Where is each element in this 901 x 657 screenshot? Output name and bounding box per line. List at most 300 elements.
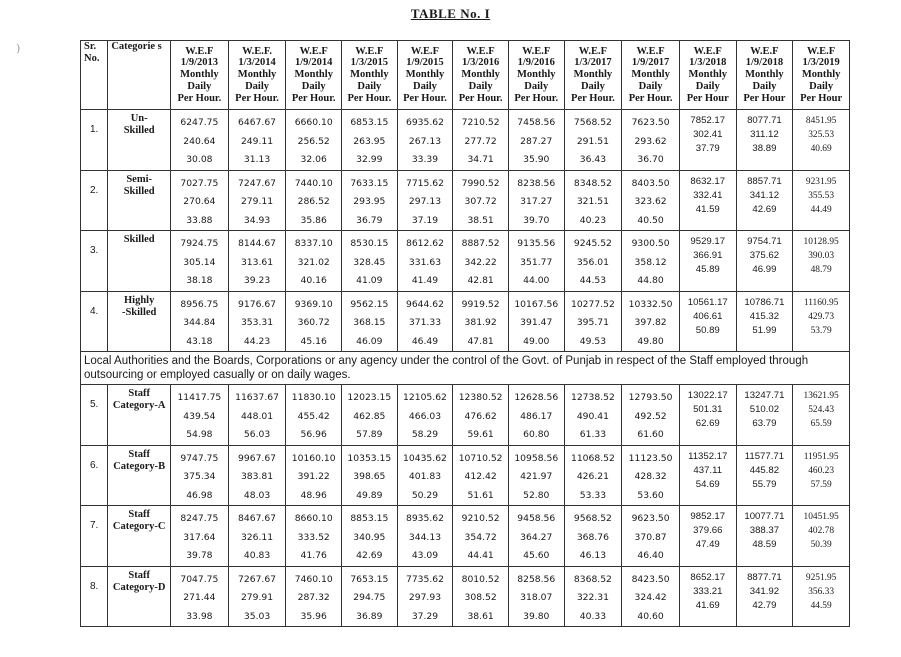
monthly-value: 9529.17 <box>690 236 726 247</box>
column-header-line: W.E.F <box>578 45 608 57</box>
daily-value: 321.51 <box>576 196 609 207</box>
hourly-value: 61.33 <box>579 429 607 440</box>
hourly-value: 39.80 <box>523 610 550 622</box>
sr-no-cell: 1. <box>81 110 108 171</box>
column-header-line: W.E.F <box>466 45 495 57</box>
wage-cell <box>342 110 398 171</box>
hourly-value: 42.79 <box>752 599 777 611</box>
table-row <box>81 231 850 292</box>
monthly-value: 6853.15 <box>350 117 389 128</box>
wage-cell <box>228 231 286 292</box>
column-header-line: W.E.F <box>522 45 551 57</box>
wage-cell <box>171 506 229 567</box>
monthly-value: 9852.17 <box>690 511 726 522</box>
daily-value: 332.41 <box>693 189 723 201</box>
hourly-value: 39.78 <box>186 550 213 561</box>
monthly-value: 8652.17 <box>690 571 726 583</box>
daily-value: 375.34 <box>183 471 216 482</box>
note-row <box>81 352 850 385</box>
monthly-value: 9135.56 <box>517 238 556 249</box>
wage-cell <box>397 445 453 506</box>
wage-cell <box>508 385 564 446</box>
column-header-line: W.E.F. <box>242 45 272 57</box>
wage-cell <box>736 566 793 627</box>
wage-cell <box>793 110 850 171</box>
monthly-value: 6467.67 <box>238 117 277 128</box>
wage-cell <box>397 506 453 567</box>
wage-cell <box>228 385 286 446</box>
wage-cell <box>342 231 398 292</box>
wage-cell <box>171 566 229 627</box>
daily-value: 293.95 <box>353 196 386 207</box>
monthly-value: 9210.52 <box>461 513 500 524</box>
page-title: TABLE No. I <box>410 6 491 21</box>
hourly-value: 50.89 <box>695 324 720 336</box>
monthly-value: 10435.62 <box>403 452 447 464</box>
daily-value: 370.87 <box>634 531 667 543</box>
daily-value: 355.53 <box>808 190 834 201</box>
monthly-value: 8632.17 <box>690 175 726 187</box>
wage-cell <box>397 291 453 352</box>
monthly-value: 6935.62 <box>405 117 444 128</box>
wage-cell <box>342 385 398 446</box>
column-header-line: 1/3/2018 <box>689 57 727 69</box>
hourly-value: 40.69 <box>810 144 832 154</box>
daily-value: 391.47 <box>520 317 553 328</box>
daily-value: 317.27 <box>520 196 553 207</box>
monthly-value: 8853.15 <box>350 513 389 524</box>
monthly-value: 9300.50 <box>631 238 670 249</box>
column-header <box>736 41 793 110</box>
hourly-value: 33.88 <box>186 214 213 226</box>
column-header-line: Daily <box>809 80 834 92</box>
column-header-line: Monthly <box>688 69 727 81</box>
hourly-value: 57.59 <box>810 479 832 490</box>
column-header-line: Per Hour. <box>458 92 503 104</box>
hourly-value: 46.13 <box>579 550 607 561</box>
monthly-value: 10353.15 <box>347 452 392 464</box>
daily-value: 462.85 <box>353 410 386 422</box>
monthly-value: 9231.95 <box>805 176 837 187</box>
hourly-value: 44.59 <box>810 600 832 611</box>
column-header-line: Monthly <box>801 69 841 81</box>
column-header-line: 1/9/2017 <box>631 57 670 69</box>
daily-value: 291.51 <box>576 135 609 147</box>
hourly-value: 33.39 <box>411 154 439 165</box>
monthly-value: 10786.71 <box>744 296 785 308</box>
daily-value: 455.42 <box>297 410 330 422</box>
daily-value: 448.01 <box>240 410 274 422</box>
wage-cell <box>453 170 509 231</box>
hourly-value: 36.70 <box>637 154 664 165</box>
column-header-line: Per Hour. <box>403 92 447 104</box>
daily-value: 397.82 <box>634 317 667 328</box>
hourly-value: 48.79 <box>810 265 832 275</box>
wage-cell <box>171 385 229 446</box>
hourly-value: 41.59 <box>695 203 720 215</box>
monthly-value: 12628.56 <box>514 392 559 403</box>
category-header: Categorie s <box>108 41 171 110</box>
hourly-value: 54.98 <box>186 429 213 440</box>
wage-cell <box>508 170 564 231</box>
daily-value: 240.64 <box>183 135 216 147</box>
wage-cell <box>286 110 342 171</box>
monthly-value: 8935.62 <box>405 513 444 524</box>
monthly-value: 8451.95 <box>805 116 837 126</box>
wage-cell <box>564 506 622 567</box>
hourly-value: 51.99 <box>752 324 777 336</box>
header-row <box>81 41 850 110</box>
daily-value: 322.31 <box>576 592 609 603</box>
daily-value: 293.62 <box>634 135 667 147</box>
monthly-value: 7633.15 <box>350 177 389 189</box>
column-header-line: Daily <box>301 80 326 92</box>
column-header-line: Per Hour <box>686 92 729 104</box>
margin-mark: ) <box>16 42 21 55</box>
daily-value: 331.63 <box>408 256 442 268</box>
monthly-value: 11577.71 <box>744 450 785 462</box>
hourly-value: 48.03 <box>243 489 271 501</box>
wage-cell <box>508 291 564 352</box>
monthly-value: 7027.75 <box>180 177 219 189</box>
hourly-value: 61.60 <box>637 429 664 440</box>
monthly-value: 12380.52 <box>458 392 503 403</box>
hourly-value: 43.18 <box>186 335 213 347</box>
hourly-value: 52.80 <box>523 489 550 501</box>
hourly-value: 53.33 <box>579 489 607 501</box>
daily-value: 490.41 <box>576 410 609 422</box>
column-header-line: 1/9/2014 <box>295 57 333 69</box>
hourly-value: 42.69 <box>752 203 777 215</box>
wage-cell <box>397 110 453 171</box>
column-header-line: Daily <box>187 80 212 92</box>
monthly-value: 10077.71 <box>744 511 785 522</box>
hourly-value: 50.29 <box>411 489 439 501</box>
monthly-value: 7653.15 <box>350 573 389 585</box>
daily-value: 279.91 <box>240 592 274 603</box>
monthly-value: 9562.15 <box>350 298 389 310</box>
column-header-line: Daily <box>357 80 382 92</box>
sr-no-cell: 3. <box>81 231 108 292</box>
monthly-value: 8247.75 <box>180 513 219 524</box>
monthly-value: 8887.52 <box>461 238 500 249</box>
hourly-value: 36.79 <box>356 214 383 226</box>
hourly-value: 46.09 <box>356 335 383 347</box>
daily-value: 401.83 <box>408 471 442 482</box>
monthly-value: 10710.52 <box>458 452 503 464</box>
hourly-value: 40.83 <box>243 550 271 561</box>
wage-cell <box>286 566 342 627</box>
wage-cell <box>286 506 342 567</box>
column-header-line: 1/3/2017 <box>574 57 612 69</box>
column-header-line: 1/9/2013 <box>180 57 219 69</box>
daily-value: 277.72 <box>464 135 497 147</box>
hourly-value: 45.60 <box>523 550 550 561</box>
wage-cell <box>564 231 622 292</box>
column-header-line: W.E.F <box>693 45 722 57</box>
daily-value: 302.41 <box>693 129 723 140</box>
hourly-value: 50.39 <box>810 540 832 550</box>
daily-value: 390.03 <box>808 251 834 261</box>
wage-cell <box>564 170 622 231</box>
monthly-value: 10451.95 <box>803 512 839 522</box>
wage-cell <box>286 445 342 506</box>
daily-value: 388.37 <box>749 525 780 536</box>
monthly-value: 7990.52 <box>461 177 500 189</box>
hourly-value: 48.59 <box>752 539 777 550</box>
hourly-value: 62.69 <box>695 418 720 429</box>
wage-cell <box>508 506 564 567</box>
hourly-value: 65.59 <box>810 419 832 429</box>
daily-value: 421.97 <box>520 471 553 482</box>
daily-value: 356.33 <box>808 586 834 597</box>
hourly-value: 34.71 <box>467 154 494 165</box>
column-header-line: Daily <box>752 80 777 92</box>
column-header <box>508 41 564 110</box>
daily-value: 439.54 <box>183 410 216 422</box>
daily-value: 437.11 <box>693 464 723 476</box>
column-header-line: Daily <box>524 80 549 92</box>
wage-cell <box>508 110 564 171</box>
daily-value: 342.22 <box>464 256 497 268</box>
table-row <box>81 110 850 171</box>
wage-cell <box>793 445 850 506</box>
monthly-value: 8258.56 <box>517 573 556 585</box>
wage-cell <box>286 231 342 292</box>
monthly-value: 8403.50 <box>631 177 670 189</box>
hourly-value: 49.00 <box>523 335 550 347</box>
hourly-value: 55.79 <box>752 478 777 490</box>
wage-cell <box>286 170 342 231</box>
daily-value: 510.02 <box>749 404 780 415</box>
daily-value: 366.91 <box>693 250 723 261</box>
daily-value: 360.72 <box>297 317 330 328</box>
hourly-value: 57.89 <box>356 429 383 440</box>
hourly-value: 44.80 <box>637 275 664 286</box>
wage-cell <box>679 231 736 292</box>
wage-cell <box>679 385 736 446</box>
column-header-line: W.E.F <box>185 45 214 57</box>
column-header-line: Per Hour. <box>347 92 392 104</box>
monthly-value: 9369.10 <box>294 298 333 310</box>
monthly-value: 9967.67 <box>238 452 277 464</box>
sr-no-cell: 8. <box>81 566 108 627</box>
monthly-value: 13621.95 <box>803 391 839 401</box>
wage-cell <box>286 385 342 446</box>
monthly-value: 12793.50 <box>628 392 673 403</box>
wage-cell <box>736 231 793 292</box>
column-header-line: Monthly <box>461 69 500 81</box>
wage-cell <box>736 385 793 446</box>
wage-cell <box>622 566 680 627</box>
column-header-line: 1/3/2016 <box>461 57 500 69</box>
daily-value: 406.61 <box>693 310 723 322</box>
hourly-value: 41.69 <box>695 599 720 611</box>
wage-cell <box>679 291 736 352</box>
hourly-value: 45.16 <box>300 335 327 347</box>
column-header-line: Monthly <box>180 69 219 81</box>
daily-value: 428.32 <box>634 471 667 482</box>
hourly-value: 43.09 <box>411 550 439 561</box>
monthly-value: 11352.17 <box>688 450 728 462</box>
hourly-value: 32.06 <box>300 154 327 165</box>
hourly-value: 30.08 <box>186 154 213 165</box>
column-header-line: Per Hour. <box>177 92 222 104</box>
daily-value: 286.52 <box>297 196 330 207</box>
column-header-line: Per Hour. <box>628 92 673 104</box>
daily-value: 321.02 <box>297 256 330 268</box>
wage-cell <box>679 566 736 627</box>
column-header-line: Monthly <box>237 69 277 81</box>
hourly-value: 49.53 <box>579 335 607 347</box>
monthly-value: 7047.75 <box>180 573 219 585</box>
hourly-value: 44.53 <box>579 275 607 286</box>
column-header-line: Daily <box>580 80 605 92</box>
monthly-value: 7715.62 <box>405 177 444 189</box>
monthly-value: 12105.62 <box>403 392 447 403</box>
hourly-value: 40.33 <box>579 610 607 622</box>
wage-cell <box>793 291 850 352</box>
monthly-value: 8423.50 <box>631 573 670 585</box>
daily-value: 381.92 <box>464 317 497 328</box>
monthly-value: 8467.67 <box>238 513 277 524</box>
hourly-value: 40.16 <box>300 275 327 286</box>
category-cell: Un- Skilled <box>108 110 171 171</box>
hourly-value: 42.69 <box>356 550 383 561</box>
table-row <box>81 385 850 446</box>
column-header <box>171 41 229 110</box>
hourly-value: 56.96 <box>300 429 327 440</box>
hourly-value: 41.76 <box>300 550 327 561</box>
hourly-value: 40.50 <box>637 214 664 226</box>
wage-cell <box>564 110 622 171</box>
category-cell: Skilled <box>108 231 171 292</box>
wage-cell <box>342 566 398 627</box>
monthly-value: 8612.62 <box>405 238 444 249</box>
monthly-value: 7247.67 <box>238 177 277 189</box>
wage-cell <box>397 566 453 627</box>
monthly-value: 7735.62 <box>405 573 444 585</box>
monthly-value: 8660.10 <box>294 513 333 524</box>
monthly-value: 9754.71 <box>747 236 782 247</box>
wage-cell <box>736 291 793 352</box>
monthly-value: 10958.56 <box>514 452 559 464</box>
daily-value: 279.11 <box>240 196 274 207</box>
category-cell: Semi- Skilled <box>108 170 171 231</box>
column-header-line: Monthly <box>631 69 670 81</box>
hourly-value: 41.49 <box>411 275 439 286</box>
hourly-value: 51.61 <box>467 489 494 501</box>
column-header-line: Daily <box>468 80 493 92</box>
wage-cell <box>453 110 509 171</box>
column-header <box>453 41 509 110</box>
hourly-value: 44.41 <box>467 550 494 561</box>
wage-cell <box>453 291 509 352</box>
monthly-value: 8337.10 <box>294 238 333 249</box>
monthly-value: 11068.52 <box>570 452 615 464</box>
hourly-value: 63.79 <box>752 418 777 429</box>
daily-value: 412.42 <box>464 471 497 482</box>
daily-value: 324.42 <box>634 592 667 603</box>
monthly-value: 8238.56 <box>517 177 556 189</box>
wage-cell <box>453 231 509 292</box>
wage-cell <box>453 385 509 446</box>
monthly-value: 11123.50 <box>628 452 673 464</box>
daily-value: 267.13 <box>408 135 442 147</box>
wage-cell <box>171 170 229 231</box>
hourly-value: 34.93 <box>243 214 271 226</box>
hourly-value: 59.61 <box>467 429 494 440</box>
column-header-line: Monthly <box>405 69 445 81</box>
column-header-line: Per Hour <box>743 92 786 104</box>
monthly-value: 7458.56 <box>517 117 556 128</box>
hourly-value: 53.60 <box>637 489 664 501</box>
table-row <box>81 506 850 567</box>
daily-value: 368.15 <box>353 317 386 328</box>
monthly-value: 12023.15 <box>347 392 392 403</box>
monthly-value: 13247.71 <box>744 390 785 401</box>
hourly-value: 31.13 <box>243 154 271 165</box>
hourly-value: 54.69 <box>695 478 720 490</box>
monthly-value: 10160.10 <box>291 452 336 464</box>
wage-cell <box>228 170 286 231</box>
wage-cell <box>228 445 286 506</box>
wage-cell <box>622 506 680 567</box>
wage-cell <box>342 506 398 567</box>
note-text: Local Authorities and the Boards, Corporations or any agency under the control of the Govt. of Punjab in respect of the Staff employed through outsourcing or employed casually or on daily wages. <box>81 352 850 385</box>
column-header-line: 1/9/2015 <box>406 57 444 69</box>
daily-value: 326.11 <box>240 531 274 543</box>
sr-no-cell: 6. <box>81 445 108 506</box>
daily-value: 344.13 <box>408 531 442 543</box>
daily-value: 375.62 <box>749 250 780 261</box>
wage-cell <box>453 506 509 567</box>
monthly-value: 6660.10 <box>294 117 333 128</box>
daily-value: 466.03 <box>408 410 442 422</box>
daily-value: 270.64 <box>183 196 216 207</box>
hourly-value: 38.89 <box>752 143 777 154</box>
daily-value: 328.45 <box>353 256 386 268</box>
hourly-value: 44.23 <box>243 335 271 347</box>
daily-value: 305.14 <box>183 256 216 268</box>
wage-cell <box>342 445 398 506</box>
hourly-value: 46.49 <box>411 335 439 347</box>
daily-value: 391.22 <box>297 471 330 482</box>
monthly-value: 8857.71 <box>747 175 782 187</box>
wage-cell <box>228 291 286 352</box>
column-header <box>342 41 398 110</box>
wage-cell <box>793 566 850 627</box>
column-header-line: Per Hour. <box>514 92 559 104</box>
column-header <box>793 41 850 110</box>
wage-cell <box>171 291 229 352</box>
hourly-value: 37.19 <box>411 214 439 226</box>
wage-cell <box>397 231 453 292</box>
monthly-value: 9644.62 <box>405 298 444 310</box>
column-header-line: Per Hour <box>800 92 843 104</box>
wage-cell <box>622 110 680 171</box>
column-header-line: 1/9/2016 <box>517 57 555 69</box>
daily-value: 271.44 <box>183 592 216 603</box>
column-header-line: Monthly <box>294 69 333 81</box>
monthly-value: 9568.52 <box>573 513 612 524</box>
wage-cell <box>564 385 622 446</box>
daily-value: 323.62 <box>634 196 667 207</box>
wage-cell <box>397 170 453 231</box>
category-cell: Staff Category-B <box>108 445 171 506</box>
wage-cell <box>564 291 622 352</box>
wage-cell <box>793 231 850 292</box>
